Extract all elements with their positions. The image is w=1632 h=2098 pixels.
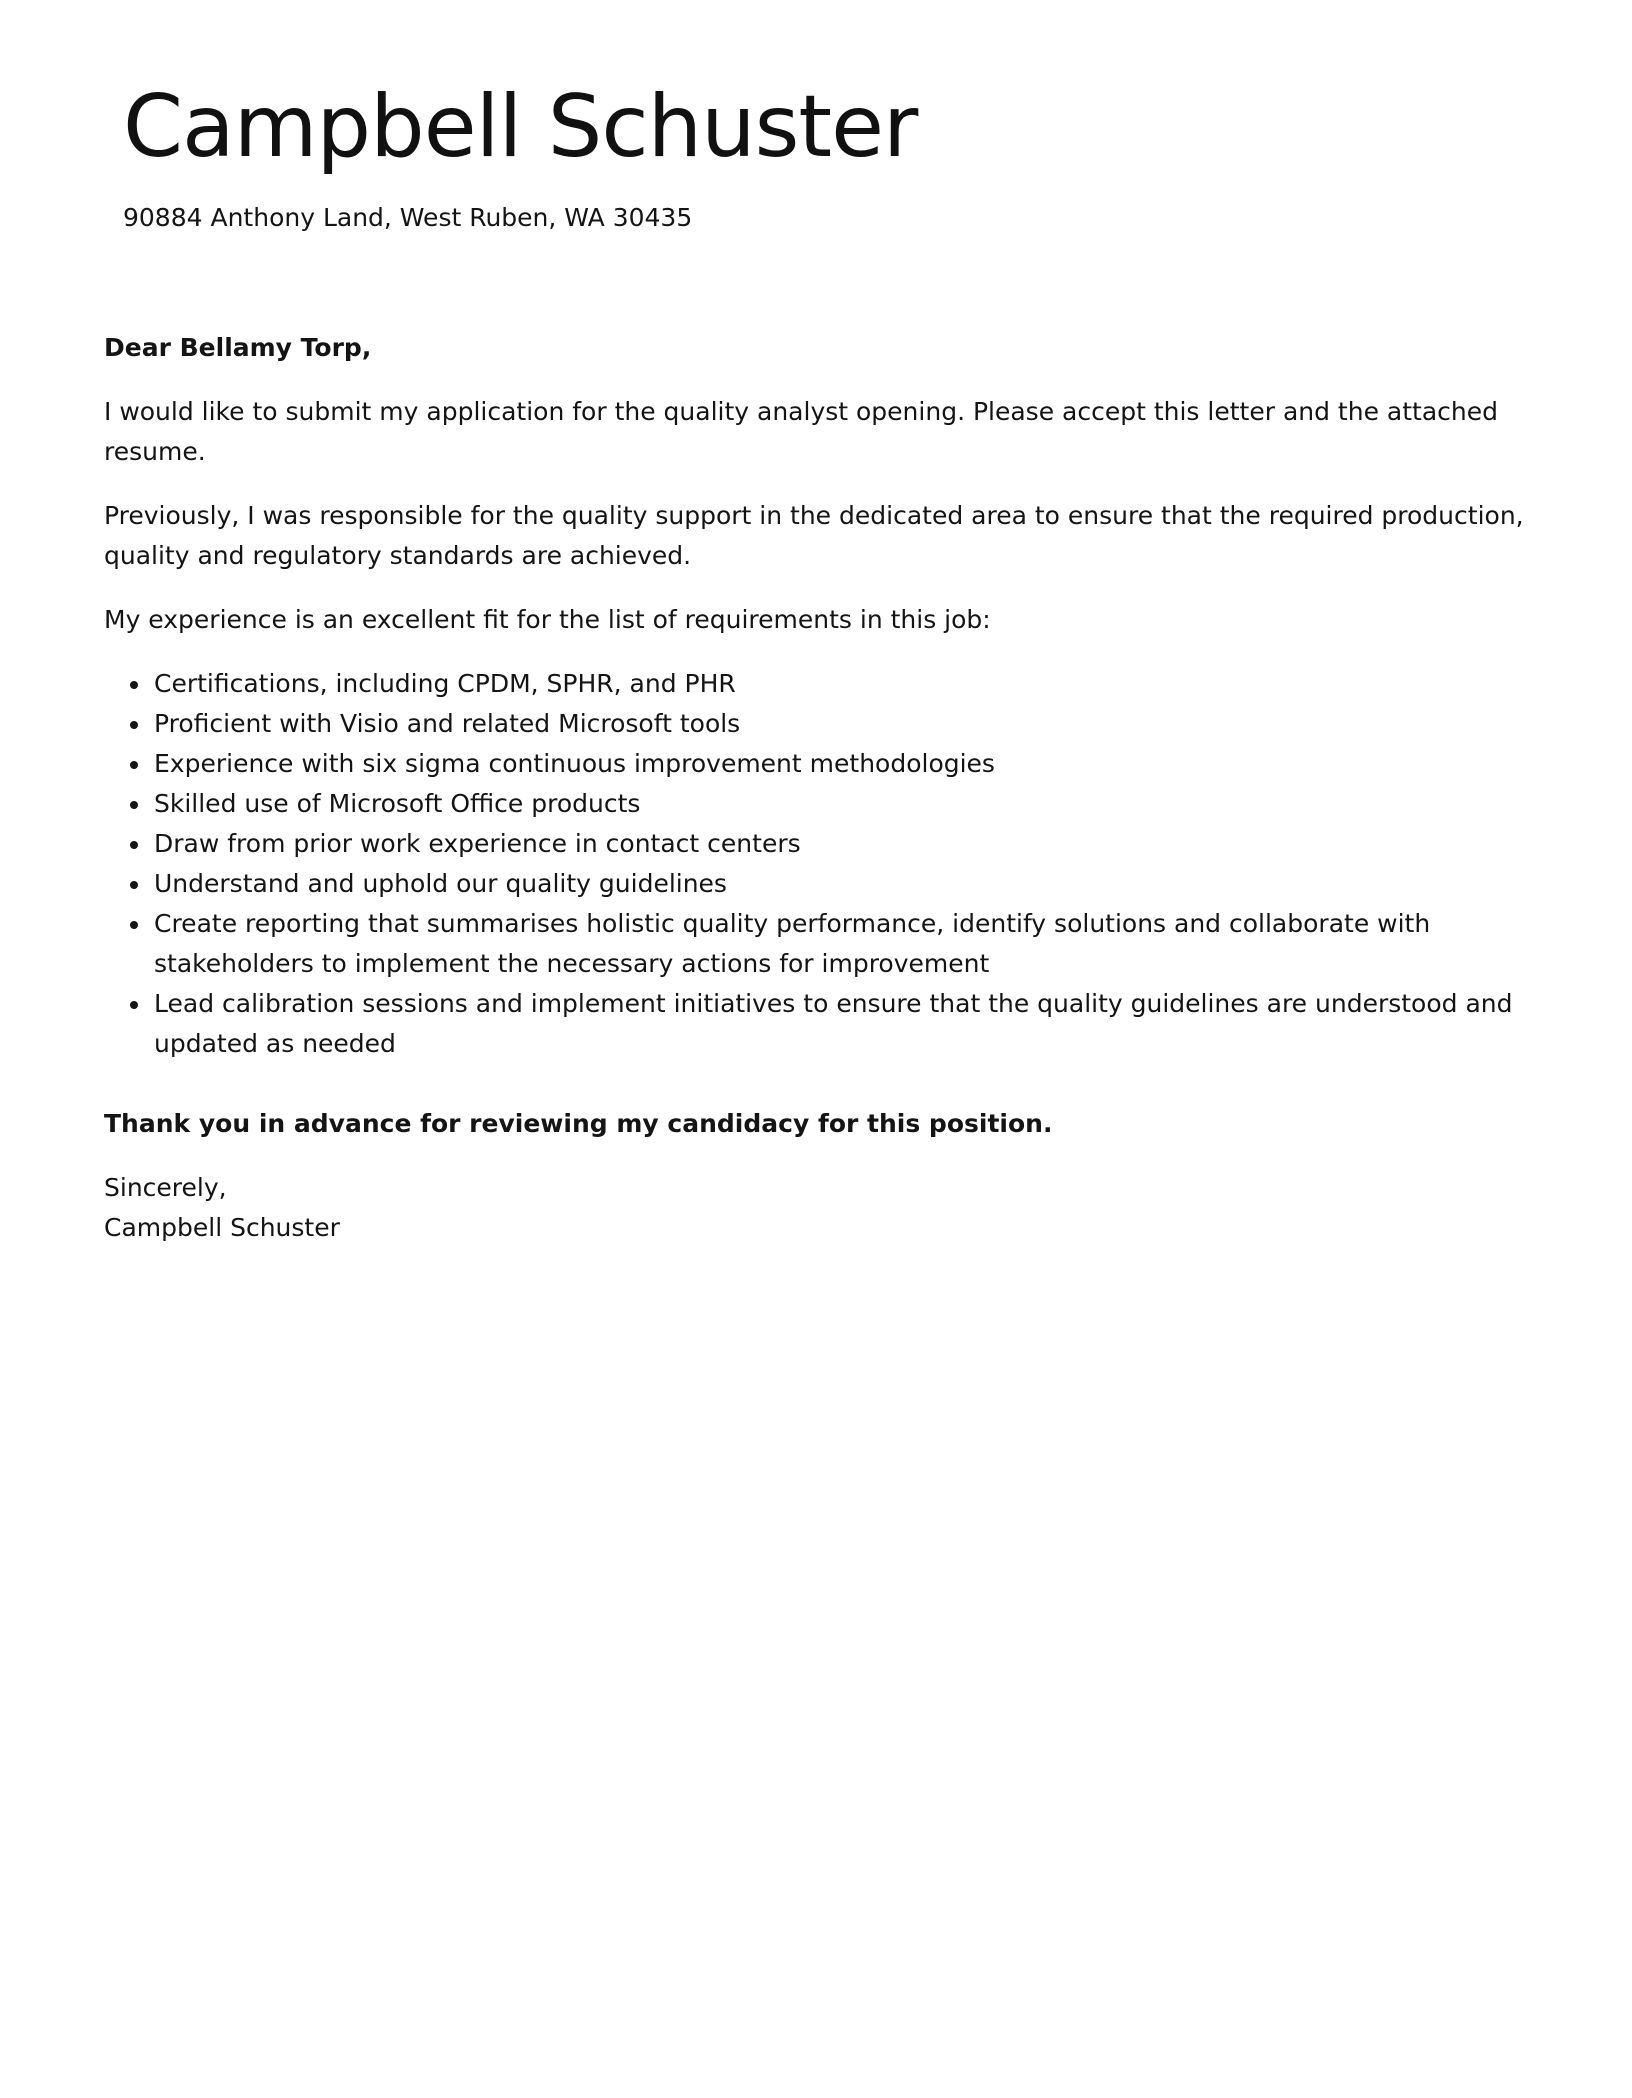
closing-statement: Thank you in advance for reviewing my candidacy for this position. xyxy=(104,1109,1053,1138)
letter-body xyxy=(104,328,1544,1248)
intro-paragraph: I would like to submit my application for the quality analyst opening. Please accept this letter and the attached resume. xyxy=(104,397,1498,466)
list-item: • Draw from prior work experience in contact centers xyxy=(152,824,1544,864)
salutation: Dear Bellamy Torp, xyxy=(104,333,372,362)
list-item: • Certifications, including CPDM, SPHR, and PHR xyxy=(152,664,1544,704)
list-item: • Proficient with Visio and related Microsoft tools xyxy=(152,704,1544,744)
signoff-block xyxy=(104,1168,1544,1248)
signature-name: Campbell Schuster xyxy=(104,1213,340,1242)
requirements-intro: My experience is an excellent fit for the list of requirements in this job: xyxy=(104,605,991,634)
list-item: • Create reporting that summarises holistic quality performance, identify solutions and collaborate with stakeholders to implement the necessary actions for improvement xyxy=(152,904,1544,984)
list-item: • Experience with six sigma continuous improvement methodologies xyxy=(152,744,1544,784)
applicant-address: 90884 Anthony Land, West Ruben, WA 30435 xyxy=(123,203,693,232)
list-item: • Lead calibration sessions and implement initiatives to ensure that the quality guidelines are understood and updated as needed xyxy=(152,984,1544,1064)
list-item: • Understand and uphold our quality guidelines xyxy=(152,864,1544,904)
requirements-list xyxy=(104,664,1544,1064)
applicant-name: Campbell Schuster xyxy=(123,77,918,177)
experience-paragraph: Previously, I was responsible for the quality support in the dedicated area to ensure that the required production, quality and regulatory standards are achieved. xyxy=(104,501,1524,570)
list-item: • Skilled use of Microsoft Office products xyxy=(152,784,1544,824)
letter-header xyxy=(123,72,1503,236)
signoff-text: Sincerely, xyxy=(104,1173,227,1202)
